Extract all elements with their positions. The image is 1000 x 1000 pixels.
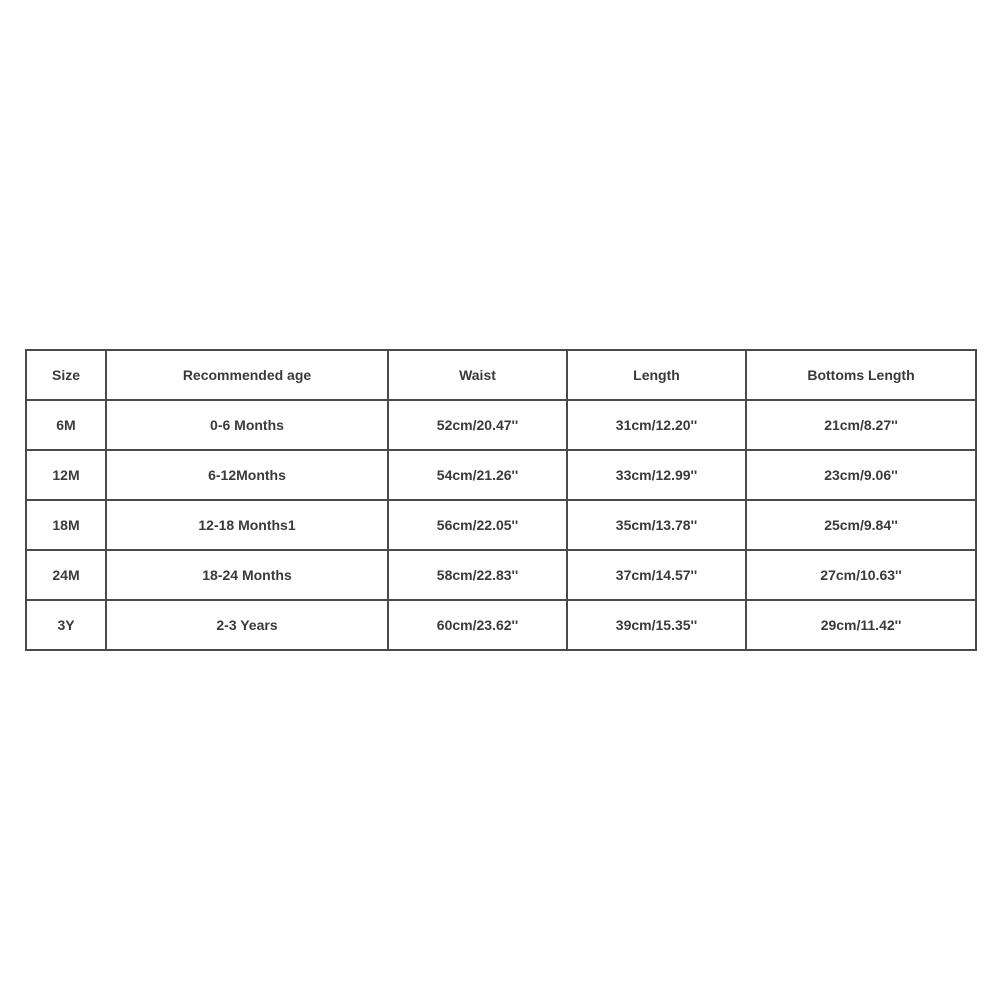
header-bottoms-length: Bottoms Length <box>746 350 976 400</box>
size-chart-table <box>25 349 977 651</box>
cell-size: 18M <box>26 500 106 550</box>
table-header-row <box>26 350 976 400</box>
header-waist: Waist <box>388 350 567 400</box>
cell-bottoms-length: 25cm/9.84'' <box>746 500 976 550</box>
header-recommended-age: Recommended age <box>106 350 388 400</box>
cell-length: 39cm/15.35'' <box>567 600 746 650</box>
header-size: Size <box>26 350 106 400</box>
cell-bottoms-length: 29cm/11.42'' <box>746 600 976 650</box>
table-row <box>26 400 976 450</box>
cell-bottoms-length: 21cm/8.27'' <box>746 400 976 450</box>
cell-recommended-age: 6-12Months <box>106 450 388 500</box>
cell-size: 6M <box>26 400 106 450</box>
cell-waist: 54cm/21.26'' <box>388 450 567 500</box>
table-row <box>26 500 976 550</box>
cell-recommended-age: 2-3 Years <box>106 600 388 650</box>
cell-length: 37cm/14.57'' <box>567 550 746 600</box>
header-length: Length <box>567 350 746 400</box>
cell-length: 31cm/12.20'' <box>567 400 746 450</box>
table-row <box>26 550 976 600</box>
table-row <box>26 450 976 500</box>
table-row <box>26 600 976 650</box>
cell-waist: 52cm/20.47'' <box>388 400 567 450</box>
cell-waist: 58cm/22.83'' <box>388 550 567 600</box>
cell-size: 12M <box>26 450 106 500</box>
cell-waist: 56cm/22.05'' <box>388 500 567 550</box>
cell-size: 24M <box>26 550 106 600</box>
cell-waist: 60cm/23.62'' <box>388 600 567 650</box>
cell-bottoms-length: 27cm/10.63'' <box>746 550 976 600</box>
cell-length: 35cm/13.78'' <box>567 500 746 550</box>
cell-length: 33cm/12.99'' <box>567 450 746 500</box>
cell-recommended-age: 0-6 Months <box>106 400 388 450</box>
cell-size: 3Y <box>26 600 106 650</box>
cell-bottoms-length: 23cm/9.06'' <box>746 450 976 500</box>
cell-recommended-age: 18-24 Months <box>106 550 388 600</box>
cell-recommended-age: 12-18 Months1 <box>106 500 388 550</box>
